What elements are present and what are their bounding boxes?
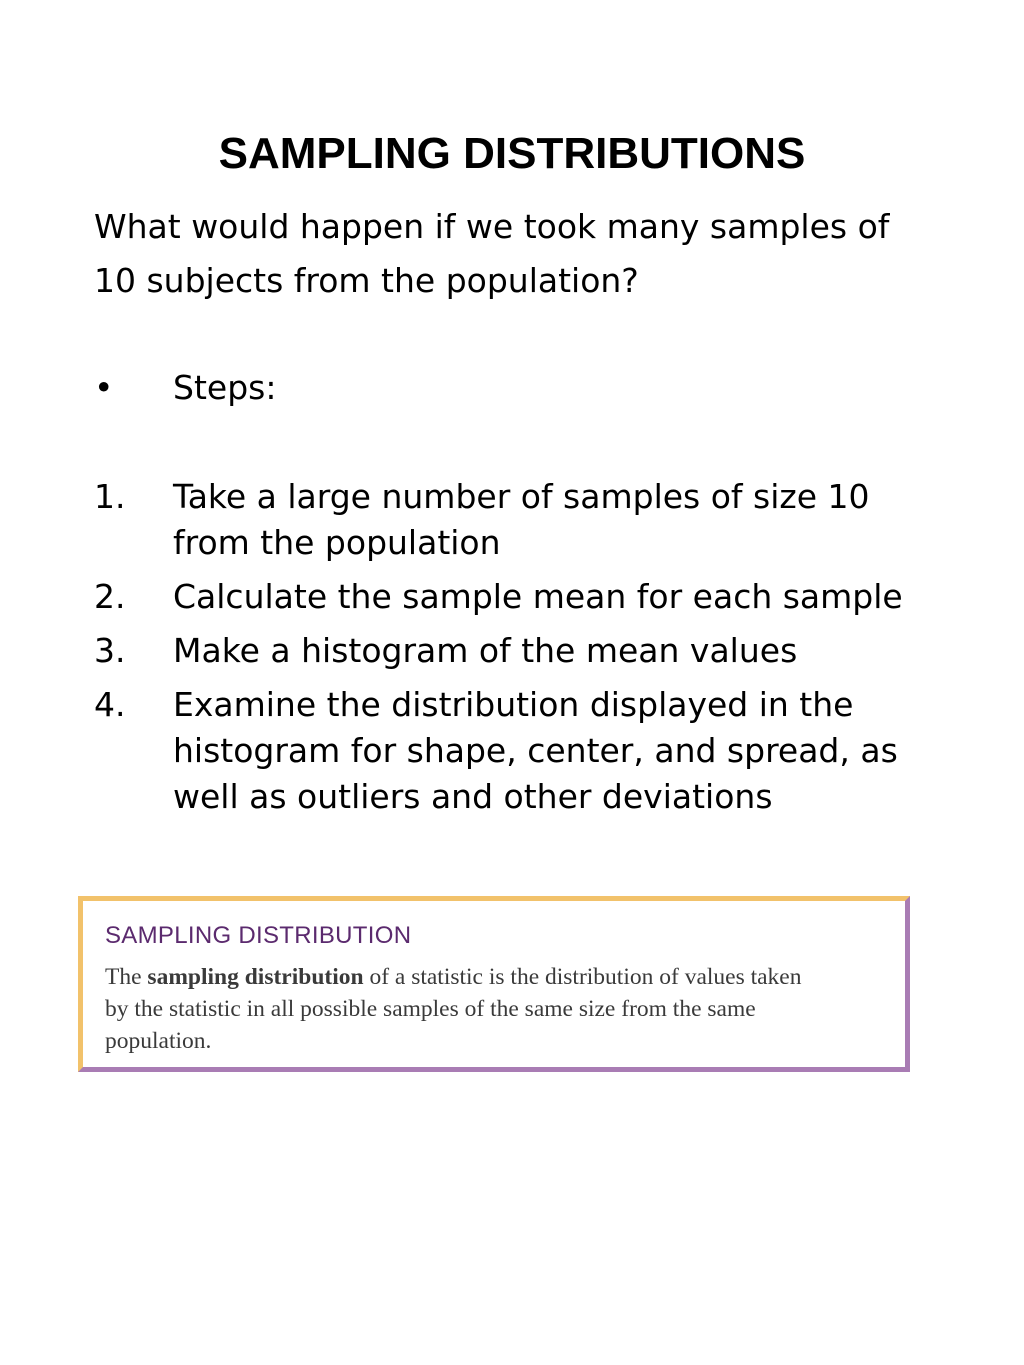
steps-list [94, 474, 954, 828]
step-text: histogram for shape, center, and spread, as [173, 731, 898, 770]
definition-line-3: population. [105, 1028, 212, 1054]
step-item [94, 682, 954, 820]
step-number: 1. [94, 477, 126, 516]
definition-box [78, 896, 910, 1072]
definition-line-2: by the statistic in all possible samples of the same size from the same [105, 996, 756, 1022]
step-item [94, 574, 954, 620]
intro-paragraph [94, 200, 954, 308]
step-text: Examine the distribution displayed in the [173, 685, 854, 724]
step-text: Calculate the sample mean for each sample [173, 577, 903, 616]
step-text: Take a large number of samples of size 10 [173, 477, 870, 516]
definition-term: sampling distribution [147, 964, 364, 990]
step-text: from the population [173, 523, 501, 562]
bullet-marker: • [94, 368, 114, 407]
intro-line-2: 10 subjects from the population? [94, 261, 639, 300]
step-text: well as outliers and other deviations [173, 777, 773, 816]
definition-prefix: The [105, 964, 148, 990]
definition-line-1: of a statistic is the distribution of values taken [363, 964, 802, 990]
step-item [94, 628, 954, 674]
page-title: SAMPLING DISTRIBUTIONS [218, 129, 806, 178]
step-item [94, 474, 954, 566]
definition-heading: SAMPLING DISTRIBUTION [105, 922, 412, 949]
definition-text [105, 961, 895, 1057]
intro-line-1: What would happen if we took many samples of [94, 207, 890, 246]
step-number: 4. [94, 685, 126, 724]
step-number: 3. [94, 631, 126, 670]
step-number: 2. [94, 577, 126, 616]
steps-label: Steps: [173, 368, 277, 407]
step-text: Make a histogram of the mean values [173, 631, 798, 670]
